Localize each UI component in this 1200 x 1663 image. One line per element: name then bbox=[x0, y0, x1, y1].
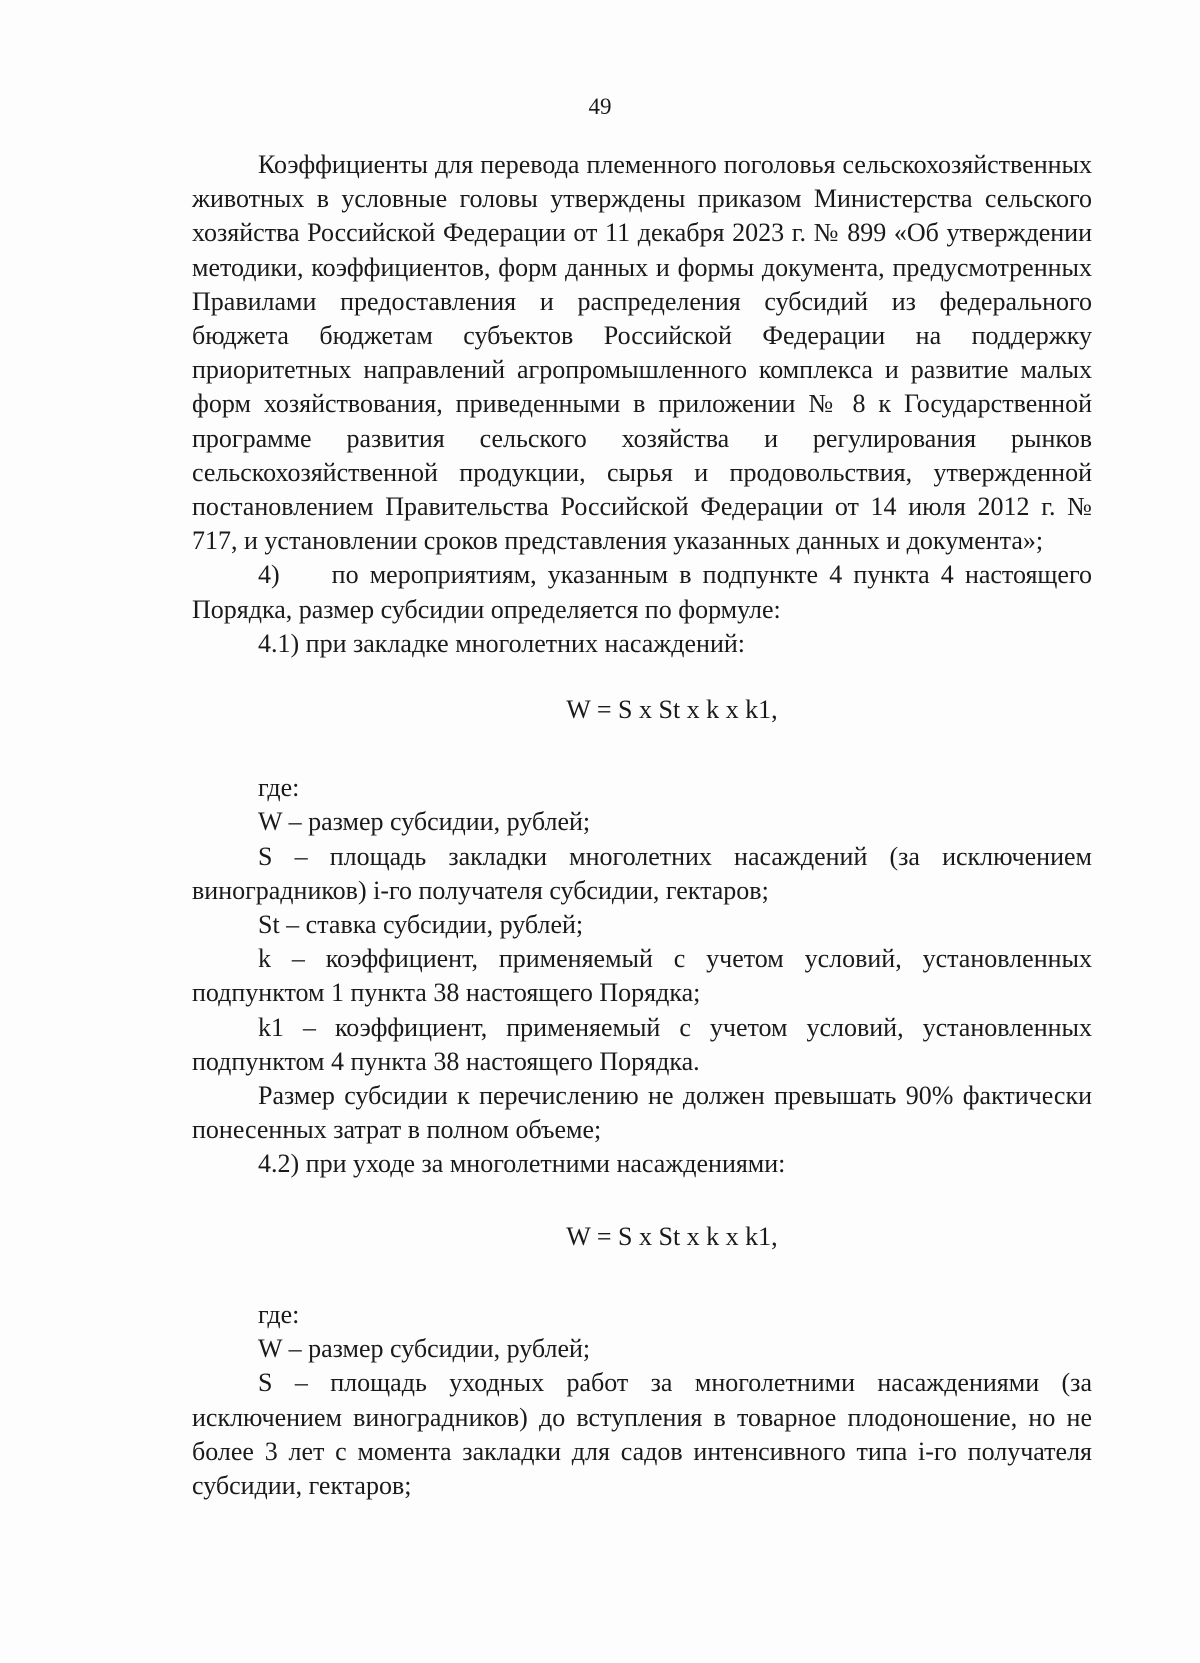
document-body bbox=[192, 148, 1092, 1503]
paragraph-where-2: где: bbox=[258, 1299, 300, 1329]
definition-w-1: W – размер субсидии, рублей; bbox=[258, 807, 591, 837]
formula-care: W = S x St x k x k1, bbox=[566, 1221, 778, 1251]
definition-s-1: S – площадь закладки многолетних насаждений (за исключением виноградников) i-го получателя субсидии, гектаров; bbox=[192, 841, 1092, 905]
paragraph-item-4-1: 4.1) при закладке многолетних насаждений: bbox=[258, 628, 745, 658]
definition-s-2: S – площадь уходных работ за многолетними насаждениями (за исключением виноградников) до вступления в товарное плодоношение, но не более 3 лет с момента закладки для садов интенсивного типа i-го получателя субсидии, гектаров; bbox=[192, 1368, 1092, 1500]
definition-st-1: St – ставка субсидии, рублей; bbox=[258, 910, 584, 940]
paragraph-where-1: где: bbox=[258, 773, 300, 803]
paragraph-item-4-2: 4.2) при уходе за многолетними насаждениями: bbox=[258, 1149, 786, 1179]
paragraph-item-4: 4) по мероприятиям, указанным в подпункте 4 пункта 4 настоящего Порядка, размер субсидии определяется по формуле: bbox=[192, 560, 1092, 624]
definition-k1-1: k1 – коэффициент, применяемый с учетом условий, установленных подпунктом 4 пункта 38 настоящего Порядка. bbox=[192, 1012, 1092, 1076]
paragraph-subsidy-limit: Размер субсидии к перечислению не должен превышать 90% фактически понесенных затрат в полном объеме; bbox=[192, 1081, 1092, 1145]
page-number: 49 bbox=[588, 94, 612, 119]
paragraph-coefficients: Коэффициенты для перевода племенного поголовья сельскохозяйственных животных в условные головы утверждены приказом Министерства сельского хозяйства Российской Федерации от 11 декабря 2023 г. № 899 «Об утверждении методики, коэффициентов, форм данных и формы документа, предусмотренных Правилами предоставления и распределения субсидий из федерального бюджета бюджетам субъектов Российской Федерации на поддержку приоритетных направлений агропромышленного комплекса и развитие малых форм хозяйствования, приведенными в приложении № 8 к Государственной программе развития сельского хозяйства и регулирования рынков сельскохозяйственной продукции, сырья и продовольствия, утвержденной постановлением Правительства Российской Федерации от 14 июля 2012 г. № 717, и установлении сроков представления указанных данных и документа»; bbox=[192, 150, 1092, 556]
formula-planting: W = S x St x k x k1, bbox=[566, 695, 778, 725]
definition-w-2: W – размер субсидии, рублей; bbox=[258, 1334, 591, 1364]
definition-k-1: k – коэффициент, применяемый с учетом условий, установленных подпунктом 1 пункта 38 настоящего Порядка; bbox=[192, 944, 1092, 1008]
